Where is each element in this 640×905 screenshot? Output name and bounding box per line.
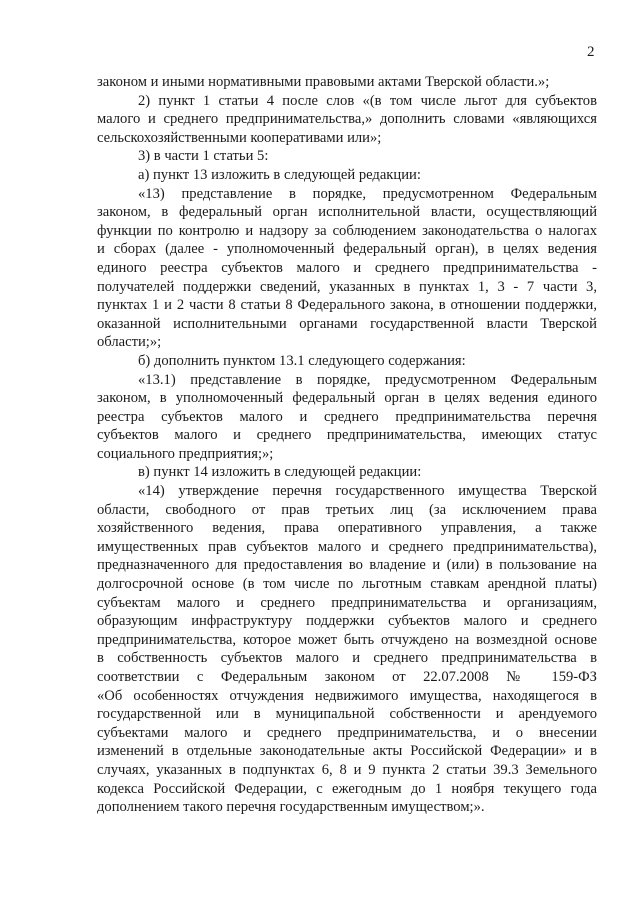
text-line: социального предприятия;»; <box>97 445 274 462</box>
text-line: «14) утверждение перечня государственного имущества Тверской <box>138 483 597 500</box>
text-line: случаях, указанных в подпунктах 6, 8 и 9 пункта 2 статьи 39.3 Земельного <box>97 761 597 778</box>
text-line: «Об особенностях отчуждения недвижимого имущества, находящегося в <box>97 687 597 704</box>
document-body <box>97 73 597 817</box>
text-line: реестра субъектов малого и среднего предпринимательства перечня <box>97 408 597 425</box>
text-line: области, свободного от прав третьих лиц (за исключением права <box>97 501 597 518</box>
text-line: «13) представление в порядке, предусмотренном Федеральным <box>138 185 597 202</box>
text-line: получателей поддержки сведений, указанных в пунктах 1, 3 - 7 части 3, <box>97 278 597 295</box>
text-line: предпринимательства, которое может быть отчуждено на возмездной основе <box>97 631 597 648</box>
text-line: в собственность субъектов малого и среднего предпринимательства в <box>97 650 597 667</box>
text-line: субъектам малого и среднего предпринимательства и организациям, <box>97 594 597 611</box>
text-line: 2) пункт 1 статьи 4 после слов «(в том числе льгот для субъектов <box>138 92 597 109</box>
text-line: хозяйственного ведения, права оперативного управления, а также <box>97 520 597 537</box>
text-line: 3) в части 1 статьи 5: <box>138 148 269 165</box>
text-line: «13.1) представление в порядке, предусмотренном Федеральным <box>138 371 597 388</box>
text-line: законом и иными нормативными правовыми актами Тверской области.»; <box>97 74 550 90</box>
text-line: в) пункт 14 изложить в следующей редакции: <box>138 464 422 481</box>
text-line: образующим инфраструктуру поддержки субъектов малого и среднего <box>97 613 597 630</box>
text-line: государственной или в муниципальной собственности и арендуемого <box>97 706 597 723</box>
text-line: а) пункт 13 изложить в следующей редакции: <box>138 166 421 183</box>
text-line: функции по контролю и надзору за соблюдением законодательства о налогах <box>97 222 597 239</box>
text-line: дополнением такого перечня государственным имуществом;». <box>97 799 485 816</box>
text-line: оказанной исполнительными органами государственной власти Тверской <box>97 315 597 332</box>
text-line: сельскохозяйственными кооперативами или»; <box>97 129 382 146</box>
text-line: б) дополнить пунктом 13.1 следующего содержания: <box>138 352 466 369</box>
text-line: предназначенного для предоставления во владение и (или) в пользование на <box>97 557 597 574</box>
text-line: единого реестра субъектов малого и среднего предпринимательства - <box>97 259 597 276</box>
text-line: законом, в федеральный орган исполнительной власти, осуществляющий <box>97 204 597 221</box>
text-line: субъектами малого и среднего предпринимательства, и о внесении <box>97 724 597 741</box>
page-number: 2 <box>587 44 595 60</box>
text-line: кодекса Российской Федерации, с ежегодным до 1 ноября текущего года <box>97 780 597 797</box>
text-line: субъектов малого и среднего предпринимательства, имеющих статус <box>97 427 597 444</box>
text-line: долгосрочной основе (в том числе по льготным ставкам арендной платы) <box>97 576 597 593</box>
text-line: и сборах (далее - уполномоченный федеральный орган), в целях ведения <box>97 241 597 258</box>
text-line: соответствии с Федеральным законом от 22.07.2008 № 159-ФЗ <box>97 669 597 685</box>
text-line: малого и среднего предпринимательства,» дополнить словами «являющихся <box>97 111 597 128</box>
text-line: области;»; <box>97 334 162 351</box>
text-line: пунктах 1 и 2 части 8 статьи 8 Федерального закона, в отношении поддержки, <box>97 297 597 314</box>
text-line: законом, в уполномоченный федеральный орган в целях ведения единого <box>97 390 597 407</box>
text-line: имущественных прав субъектов малого и среднего предпринимательства), <box>97 538 597 555</box>
text-line: изменений в отдельные законодательные акты Российской Федерации» и в <box>97 743 597 760</box>
